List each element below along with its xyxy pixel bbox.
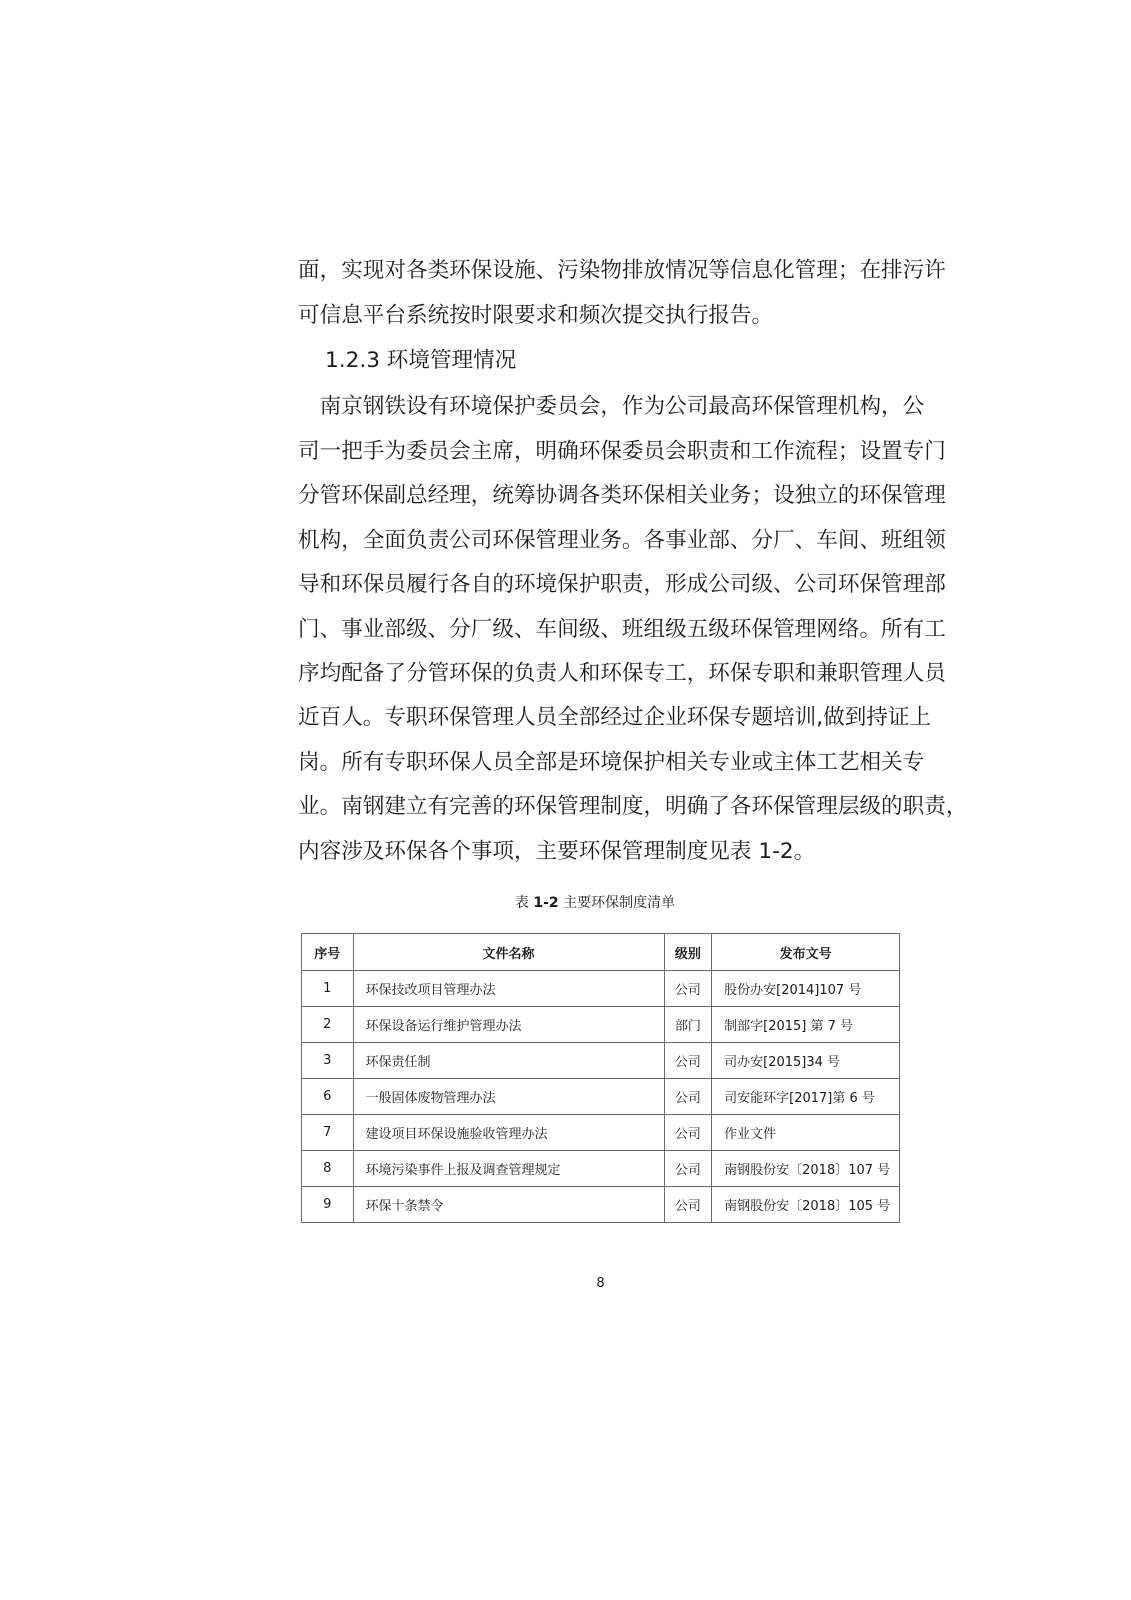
paragraph-line: 导和环保员履行各自的环境保护职责，形成公司级、公司环保管理部 [298, 572, 946, 597]
cell-level: 公司 [664, 1187, 712, 1223]
paragraph-line: 岗。所有专职环保人员全部是环境保护相关专业或主体工艺相关专 [298, 750, 925, 775]
paragraph-line: 司一把手为委员会主席，明确环保委员会职责和工作流程；设置专门 [298, 439, 946, 464]
header-doc-number: 发布文号 [712, 934, 900, 971]
page-number: 8 [596, 1276, 605, 1291]
header-serial: 序号 [302, 934, 354, 971]
cell-doc-number: 制部字[2015] 第 7 号 [712, 1007, 900, 1043]
table-row [302, 971, 900, 1007]
cell-doc-number: 作业文件 [712, 1115, 900, 1151]
table-caption-prefix: 表 [514, 895, 529, 911]
table-row [302, 1079, 900, 1115]
cell-serial: 3 [302, 1043, 354, 1079]
cell-serial: 6 [302, 1079, 354, 1115]
cell-level: 公司 [664, 1079, 712, 1115]
cell-level: 公司 [664, 1043, 712, 1079]
paragraph-line: 近百人。专职环保管理人员全部经过企业环保专题培训,做到持证上 [298, 705, 932, 730]
cell-file-name: 环保技改项目管理办法 [353, 971, 664, 1007]
paragraph-line: 内容涉及环保各个事项，主要环保管理制度见表 1-2。 [298, 839, 816, 864]
cell-level: 部门 [664, 1007, 712, 1043]
cell-serial: 9 [302, 1187, 354, 1223]
cell-file-name: 环保责任制 [353, 1043, 664, 1079]
paragraph-line: 南京钢铁设有环境保护委员会，作为公司最高环保管理机构，公 [298, 394, 925, 419]
paragraph-line: 门、事业部级、分厂级、车间级、班组级五级环保管理网络。所有工 [298, 617, 946, 642]
paragraph-line: 机构，全面负责公司环保管理业务。各事业部、分厂、车间、班组领 [298, 528, 946, 553]
header-file-name: 文件名称 [353, 934, 664, 971]
table-row [302, 1007, 900, 1043]
regulations-table [301, 933, 900, 1223]
cell-serial: 8 [302, 1151, 354, 1187]
cell-file-name: 建设项目环保设施验收管理办法 [353, 1115, 664, 1151]
paragraph-line: 业。南钢建立有完善的环保管理制度，明确了各环保管理层级的职责， [298, 794, 968, 819]
cell-level: 公司 [664, 1151, 712, 1187]
cell-serial: 7 [302, 1115, 354, 1151]
table-header-row [302, 934, 900, 971]
section-heading: 1.2.3 环境管理情况 [325, 348, 517, 373]
header-level: 级别 [664, 934, 712, 971]
table-caption-number: 1-2 [533, 895, 559, 911]
cell-doc-number: 南钢股份安〔2018〕105 号 [712, 1187, 900, 1223]
table-caption-title: 主要环保制度清单 [563, 895, 676, 911]
cell-file-name: 环保十条禁令 [353, 1187, 664, 1223]
table-row [302, 1043, 900, 1079]
cell-doc-number: 司安能环字[2017]第 6 号 [712, 1079, 900, 1115]
table-row [302, 1151, 900, 1187]
table-row [302, 1187, 900, 1223]
cell-file-name: 环保设备运行维护管理办法 [353, 1007, 664, 1043]
cell-file-name: 一般固体废物管理办法 [353, 1079, 664, 1115]
body-text-line: 面，实现对各类环保设施、污染物排放情况等信息化管理；在排污许 [298, 258, 946, 283]
cell-level: 公司 [664, 1115, 712, 1151]
cell-doc-number: 股份办安[2014]107 号 [712, 971, 900, 1007]
cell-doc-number: 南钢股份安〔2018〕107 号 [712, 1151, 900, 1187]
cell-doc-number: 司办安[2015]34 号 [712, 1043, 900, 1079]
paragraph-line: 序均配备了分管环保的负责人和环保专工，环保专职和兼职管理人员 [298, 661, 946, 686]
paragraph-line: 分管环保副总经理，统筹协调各类环保相关业务；设独立的环保管理 [298, 483, 946, 508]
cell-serial: 2 [302, 1007, 354, 1043]
cell-serial: 1 [302, 971, 354, 1007]
body-text-line: 可信息平台系统按时限要求和频次提交执行报告。 [298, 303, 774, 328]
table-row [302, 1115, 900, 1151]
table-caption [0, 893, 1131, 913]
cell-level: 公司 [664, 971, 712, 1007]
cell-file-name: 环境污染事件上报及调查管理规定 [353, 1151, 664, 1187]
